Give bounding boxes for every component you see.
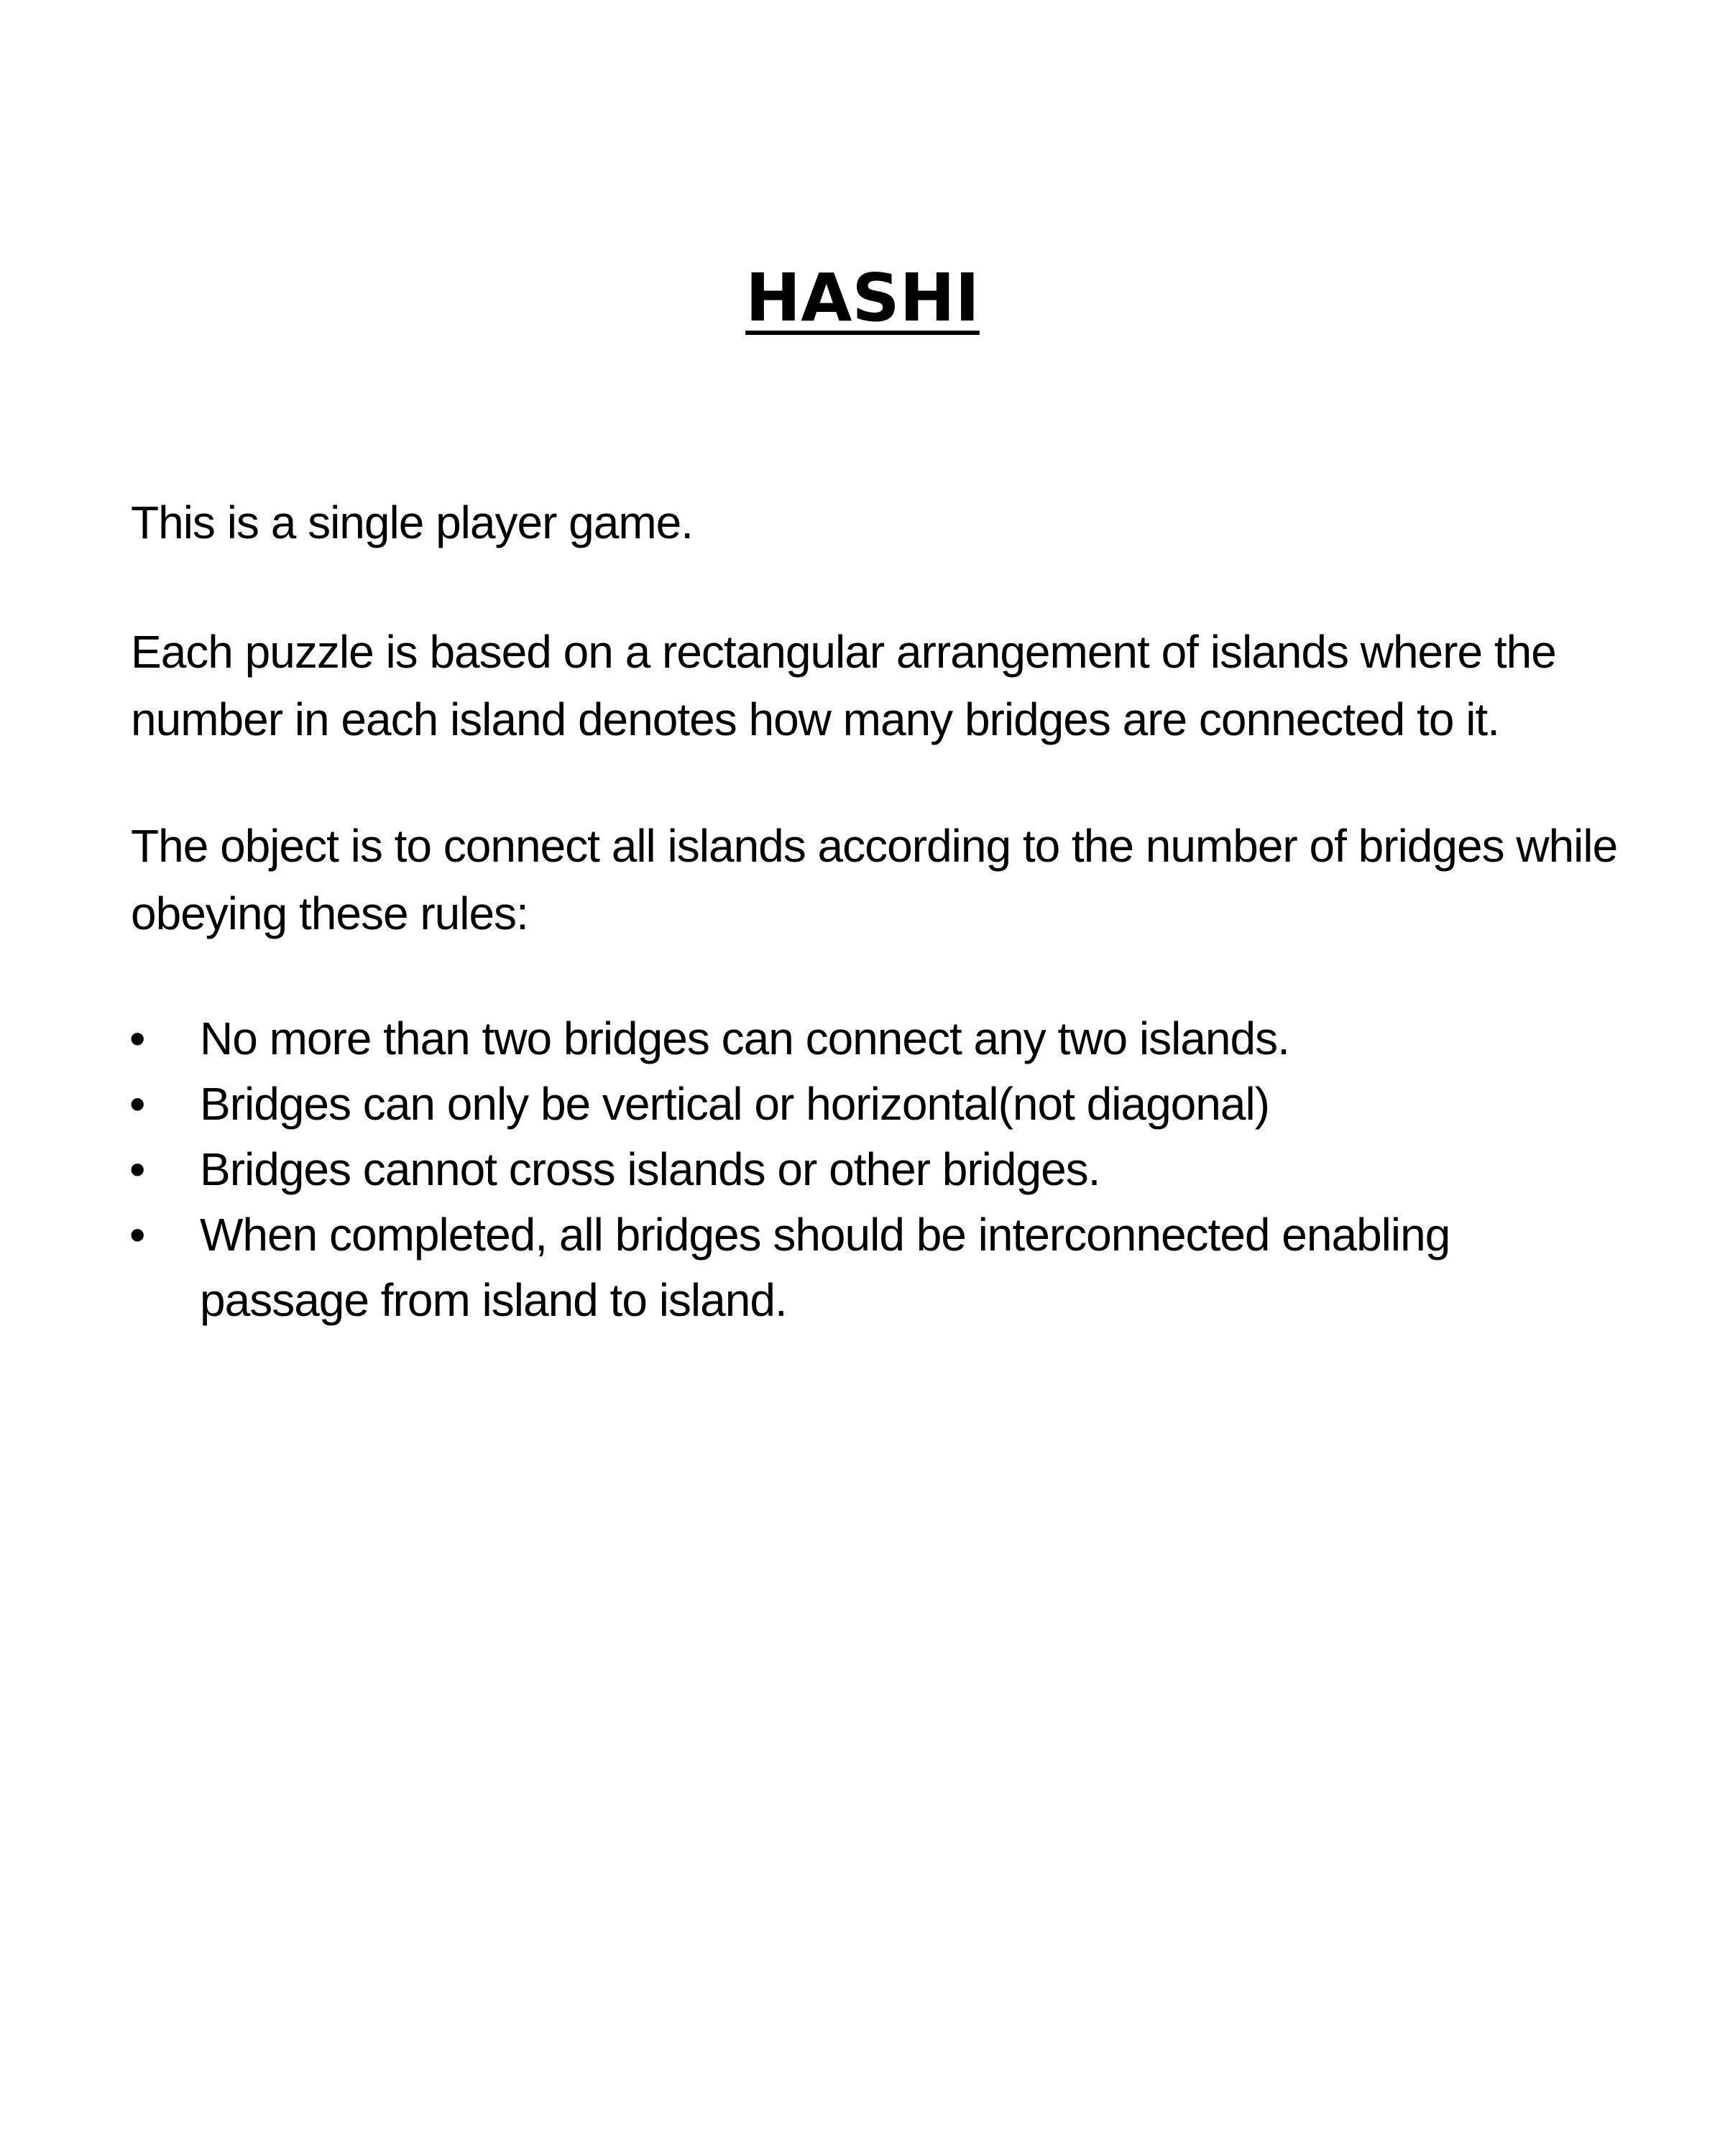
rule-text: No more than two bridges can connect any two islands. (200, 1013, 1289, 1064)
rule-text: Bridges cannot cross islands or other bridges. (200, 1143, 1100, 1195)
rules-list (0, 1006, 1725, 1333)
rule-item (0, 1006, 1565, 1072)
bullet-icon: • (129, 1209, 145, 1261)
rule-item (0, 1072, 1565, 1137)
rule-text: Bridges can only be vertical or horizontal(not diagonal) (200, 1078, 1269, 1130)
puzzle-description-paragraph: Each puzzle is based on a rectangular arrangement of islands where the number in each island denotes how many bridges are connected to it. (131, 626, 1556, 745)
rule-item (0, 1137, 1565, 1202)
rule-item (0, 1202, 1565, 1333)
bullet-icon: • (129, 1143, 145, 1195)
objective-paragraph: The object is to connect all islands according to the number of bridges while obeying these rules: (131, 820, 1618, 939)
rule-text: When completed, all bridges should be interconnected enabling passage from island to island. (200, 1209, 1450, 1326)
bullet-icon: • (129, 1013, 145, 1064)
page-title: HASHI (745, 259, 980, 336)
bullet-icon: • (129, 1078, 145, 1130)
intro-paragraph: This is a single player game. (131, 497, 694, 548)
